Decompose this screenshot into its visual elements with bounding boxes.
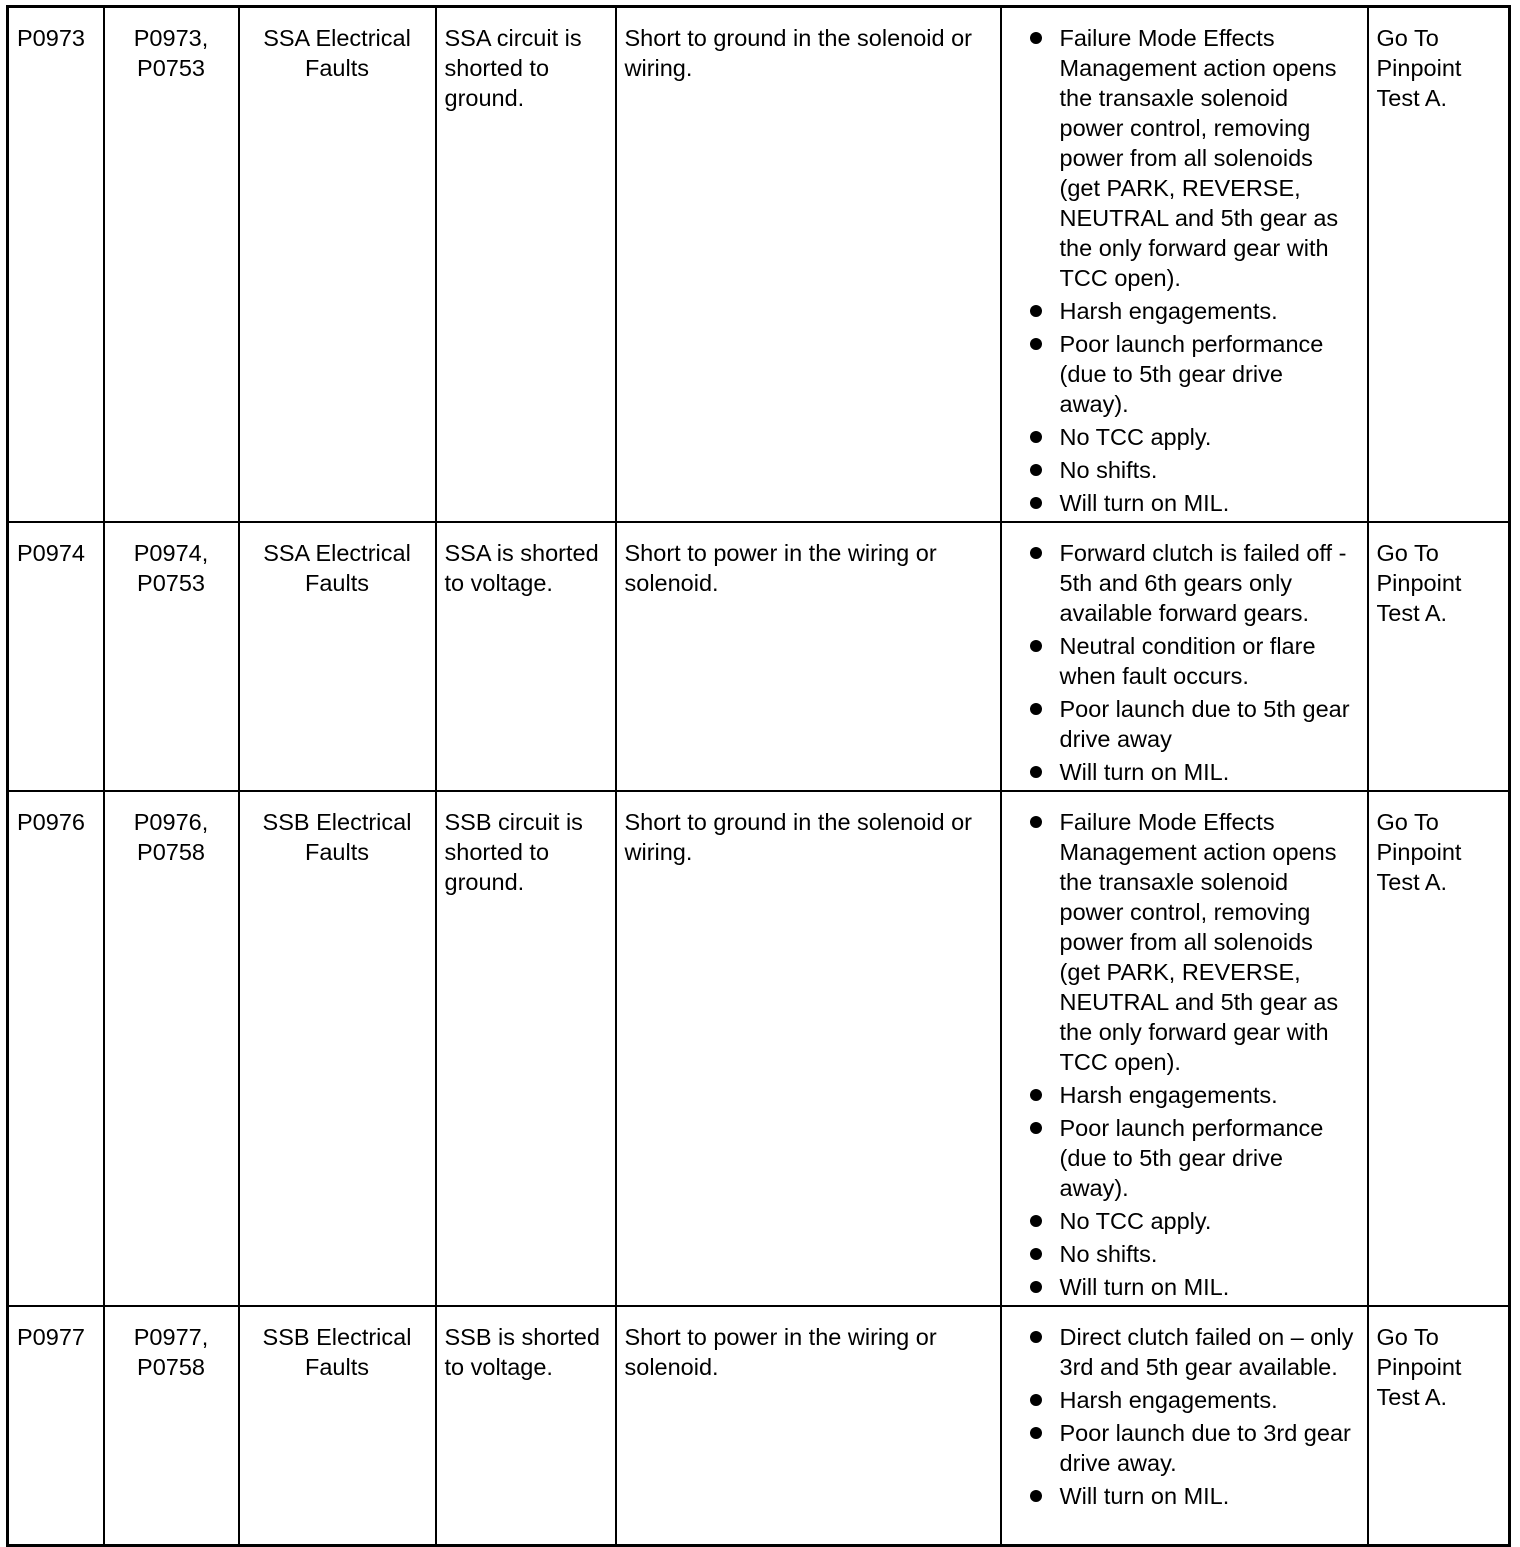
symptom-item: No TCC apply.: [1010, 422, 1359, 452]
action-cell: Go To Pinpoint Test A.: [1368, 7, 1510, 523]
dtc-code-cell: P0976: [8, 791, 104, 1306]
related-codes-cell: P0977, P0758: [104, 1306, 239, 1545]
related-codes-cell: P0973, P0753: [104, 7, 239, 523]
symptom-list: [1010, 1322, 1359, 1511]
symptoms-cell: [1001, 1306, 1368, 1545]
symptom-item: No shifts.: [1010, 1239, 1359, 1269]
symptom-item: Forward clutch is failed off - 5th and 6th gears only available forward gears.: [1010, 538, 1359, 628]
action-cell: Go To Pinpoint Test A.: [1368, 1306, 1510, 1545]
symptom-item: Harsh engagements.: [1010, 296, 1359, 326]
cause-cell: Short to ground in the solenoid or wiring.: [616, 791, 1001, 1306]
category-cell: SSB Electrical Faults: [239, 791, 436, 1306]
category-cell: SSB Electrical Faults: [239, 1306, 436, 1545]
symptom-item: Neutral condition or flare when fault occurs.: [1010, 631, 1359, 691]
dtc-table: [6, 5, 1511, 1547]
table-row: [8, 791, 1510, 1306]
symptoms-cell: [1001, 7, 1368, 523]
symptom-item: Direct clutch failed on – only 3rd and 5th gear available.: [1010, 1322, 1359, 1382]
category-cell: SSA Electrical Faults: [239, 522, 436, 791]
symptom-item: Will turn on MIL.: [1010, 1481, 1359, 1511]
related-codes-cell: P0974, P0753: [104, 522, 239, 791]
condition-cell: SSA is shorted to voltage.: [436, 522, 616, 791]
symptom-list: [1010, 538, 1359, 787]
symptom-item: Will turn on MIL.: [1010, 488, 1359, 518]
symptom-item: Will turn on MIL.: [1010, 1272, 1359, 1302]
symptoms-cell: [1001, 522, 1368, 791]
action-cell: Go To Pinpoint Test A.: [1368, 522, 1510, 791]
related-codes-cell: P0976, P0758: [104, 791, 239, 1306]
symptom-list: [1010, 807, 1359, 1302]
symptom-item: No shifts.: [1010, 455, 1359, 485]
condition-cell: SSA circuit is shorted to ground.: [436, 7, 616, 523]
cause-cell: Short to power in the wiring or solenoid.: [616, 522, 1001, 791]
action-cell: Go To Pinpoint Test A.: [1368, 791, 1510, 1306]
dtc-code-cell: P0973: [8, 7, 104, 523]
symptom-item: No TCC apply.: [1010, 1206, 1359, 1236]
condition-cell: SSB is shorted to voltage.: [436, 1306, 616, 1545]
dtc-code-cell: P0974: [8, 522, 104, 791]
symptom-item: Poor launch due to 3rd gear drive away.: [1010, 1418, 1359, 1478]
cause-cell: Short to power in the wiring or solenoid.: [616, 1306, 1001, 1545]
dtc-code-cell: P0977: [8, 1306, 104, 1545]
symptom-item: Harsh engagements.: [1010, 1080, 1359, 1110]
symptoms-cell: [1001, 791, 1368, 1306]
symptom-item: Poor launch due to 5th gear drive away: [1010, 694, 1359, 754]
symptom-list: [1010, 23, 1359, 518]
condition-cell: SSB circuit is shorted to ground.: [436, 791, 616, 1306]
category-cell: SSA Electrical Faults: [239, 7, 436, 523]
symptom-item: Harsh engagements.: [1010, 1385, 1359, 1415]
symptom-item: Poor launch performance (due to 5th gear drive away).: [1010, 1113, 1359, 1203]
table-row: [8, 7, 1510, 523]
cause-cell: Short to ground in the solenoid or wiring.: [616, 7, 1001, 523]
table-row: [8, 1306, 1510, 1545]
symptom-item: Will turn on MIL.: [1010, 757, 1359, 787]
table-row: [8, 522, 1510, 791]
symptom-item: Poor launch performance (due to 5th gear drive away).: [1010, 329, 1359, 419]
symptom-item: Failure Mode Effects Management action opens the transaxle solenoid power control, removing power from all solenoids (get PARK, REVERSE, NEUTRAL and 5th gear as the only forward gear with TCC open).: [1010, 807, 1359, 1077]
symptom-item: Failure Mode Effects Management action opens the transaxle solenoid power control, removing power from all solenoids (get PARK, REVERSE, NEUTRAL and 5th gear as the only forward gear with TCC open).: [1010, 23, 1359, 293]
